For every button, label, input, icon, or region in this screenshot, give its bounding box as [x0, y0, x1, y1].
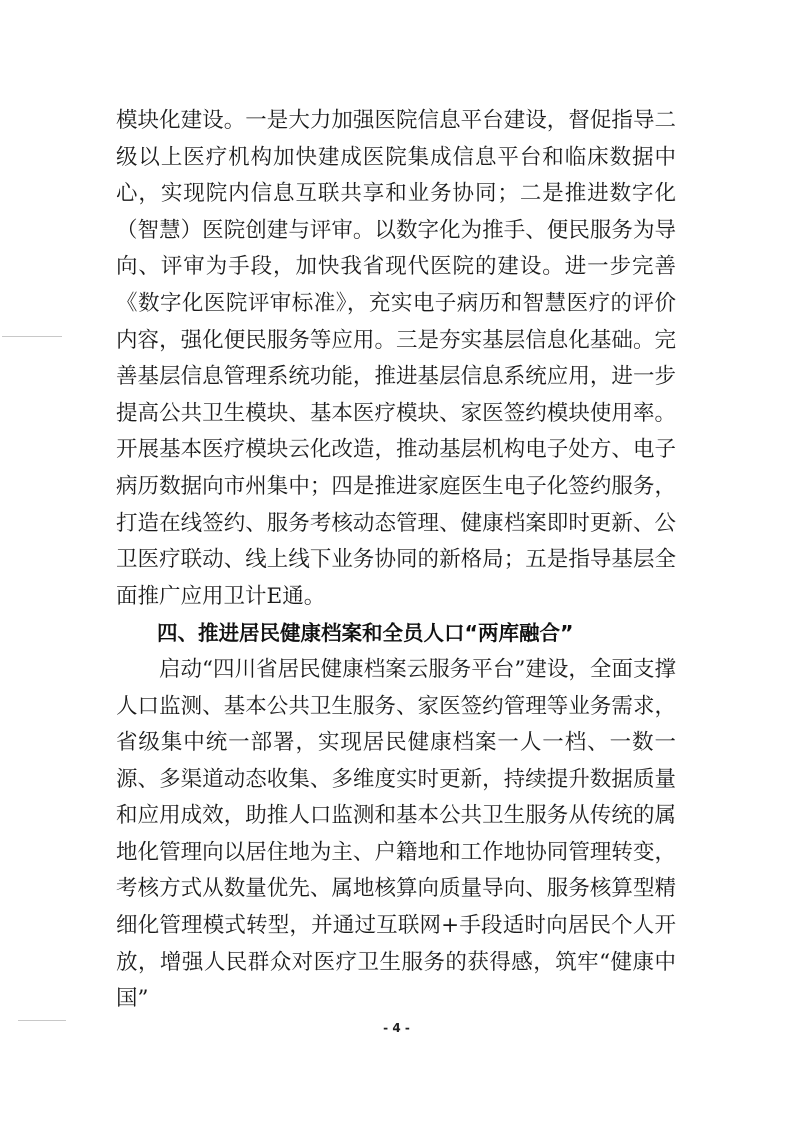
page-number: - 4 - — [383, 1021, 410, 1035]
body-paragraph-continuation: 模块化建设。一是大力加强医院信息平台建设，督促指导二级以上医疗机构加快建成医院集成信息平台和临床数据中心，实现院内信息互联共享和业务协同；二是推进数字化（智慧）医院创建与评审。以数字化为推手、便民服务为导向、评审为手段，加快我省现代医院的建设。进一步完善《数字化医院评审标准》，充实电子病历和智慧医疗的评价内容，强化便民服务等应用。三是夯实基层信息化基础。完善基层信息管理系统功能，推进基层信息系统应用，进一步提高公共卫生模块、基本医疗模块、家医签约模块使用率。开展基本医疗模块云化改造，推动基层机构电子处方、电子病历数据向市州集中；四是推进家庭医生电子化签约服务，打造在线签约、服务考核动态管理、健康档案即时更新、公卫医疗联动、线上线下业务协同的新格局；五是指导基层全面推广应用卫计E通。 — [116, 108, 676, 609]
section-heading: 四、推进居民健康档案和全员人口“两库融合” — [157, 621, 574, 646]
body-paragraph: 启动“四川省居民健康档案云服务平台”建设，全面支撑人口监测、基本公共卫生服务、家医签约管理等业务需求，省级集中统一部署，实现居民健康档案一人一档、一数一源、多渠道动态收集、多维度实时更新，持续提升数据质量和应用成效，助推人口监测和基本公共卫生服务从传统的属地化管理向以居住地为主、户籍地和工作地协同管理转变，考核方式从数量优先、属地核算向质量导向、服务核算型精细化管理模式转型，并通过互联网+手段适时向居民个人开放，增强人民群众对医疗卫生服务的获得感，筑牢“健康中国” — [116, 656, 676, 1012]
document-body — [116, 103, 676, 1018]
scan-artifact-line — [2, 336, 62, 337]
